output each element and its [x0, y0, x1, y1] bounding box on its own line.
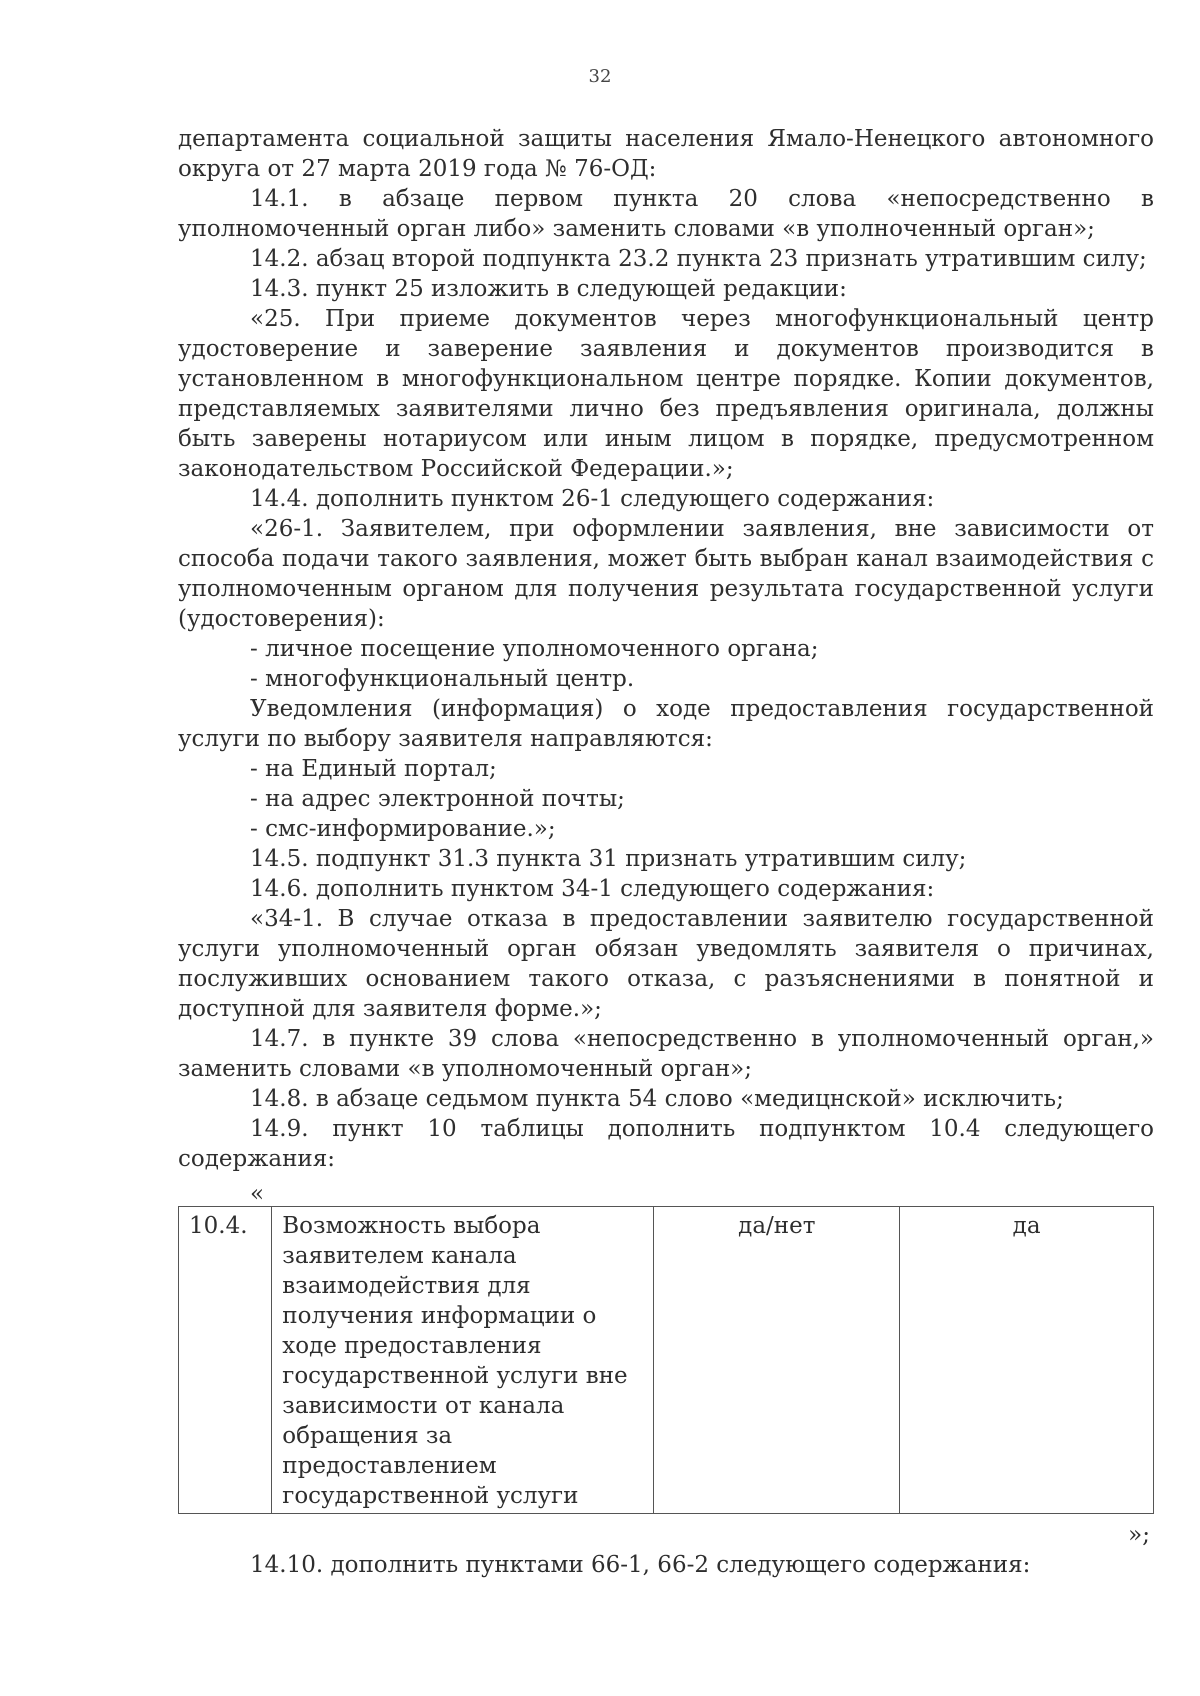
- paragraph: - смс-информирование.»;: [250, 816, 556, 842]
- unit-cell: да/нет: [654, 1207, 900, 1514]
- paragraph: «25. При приеме документов через многофункциональный центр удостоверение и заверение заявления и документов производится в установленном в многофункциональном центре порядке. Копии документов, представляемых заявителями лично без предъявления оригинала, должны быть заверены нотариусом или иным лицом в порядке, предусмотренном законодательством Российской Федерации.»;: [178, 306, 1154, 482]
- paragraph: 14.1. в абзаце первом пункта 20 слова «непосредственно в уполномоченный орган либо» заменить словами «в уполноченный орган»;: [178, 186, 1154, 242]
- document-body: [178, 124, 1154, 1580]
- table-close-quote: »;: [1128, 1522, 1150, 1548]
- paragraph: - на Единый портал;: [250, 756, 497, 782]
- paragraph: «34-1. В случае отказа в предоставлении заявителю государственной услуги уполномоченный орган обязан уведомлять заявителя о причинах, послуживших основанием такого отказа, с разъяснениями в понятной и доступной для заявителя форме.»;: [178, 906, 1154, 1022]
- paragraph: - многофункциональный центр.: [250, 666, 635, 692]
- paragraph-list: [178, 124, 1154, 1174]
- page-number: 32: [588, 66, 612, 87]
- description-cell: Возможность выбора заявителем канала взаимодействия для получения информации о ходе предоставления государственной услуги вне зависимости от канала обращения за предоставлением государственной услуги: [272, 1207, 654, 1514]
- paragraph: 14.5. подпункт 31.3 пункта 31 признать утратившим силу;: [250, 846, 967, 872]
- paragraph: департамента социальной защиты населения Ямало-Ненецкого автономного округа от 27 марта 2019 года № 76-ОД:: [178, 126, 1154, 182]
- paragraph: Уведомления (информация) о ходе предоставления государственной услуги по выбору заявителя направляются:: [178, 696, 1154, 752]
- paragraph-14-10: 14.10. дополнить пунктами 66-1, 66-2 следующего содержания:: [250, 1552, 1031, 1578]
- paragraph: 14.2. абзац второй подпункта 23.2 пункта 23 признать утратившим силу;: [250, 246, 1147, 272]
- paragraph: - на адрес электронной почты;: [250, 786, 625, 812]
- value-cell: да: [900, 1207, 1154, 1514]
- row-number-cell: 10.4.: [179, 1207, 272, 1514]
- paragraph: 14.7. в пункте 39 слова «непосредственно в уполномоченный орган,» заменить словами «в уполномоченный орган»;: [178, 1026, 1154, 1082]
- paragraph: 14.3. пункт 25 изложить в следующей редакции:: [250, 276, 847, 302]
- paragraph: 14.8. в абзаце седьмом пункта 54 слово «медицнской» исключить;: [250, 1086, 1064, 1112]
- paragraph: 14.4. дополнить пунктом 26-1 следующего содержания:: [250, 486, 935, 512]
- paragraph: 14.6. дополнить пунктом 34-1 следующего содержания:: [250, 876, 935, 902]
- paragraph: - личное посещение уполномоченного органа;: [250, 636, 819, 662]
- table-row: [179, 1207, 1154, 1514]
- paragraph: 14.9. пункт 10 таблицы дополнить подпунктом 10.4 следующего содержания:: [178, 1116, 1154, 1172]
- table-open-quote: «: [250, 1181, 265, 1207]
- indicator-table: [178, 1206, 1154, 1514]
- paragraph: «26-1. Заявителем, при оформлении заявления, вне зависимости от способа подачи такого заявления, может быть выбран канал взаимодействия с уполномоченным органом для получения результата государственной услуги (удостоверения):: [178, 516, 1154, 632]
- indicator-table-body: [179, 1207, 1154, 1514]
